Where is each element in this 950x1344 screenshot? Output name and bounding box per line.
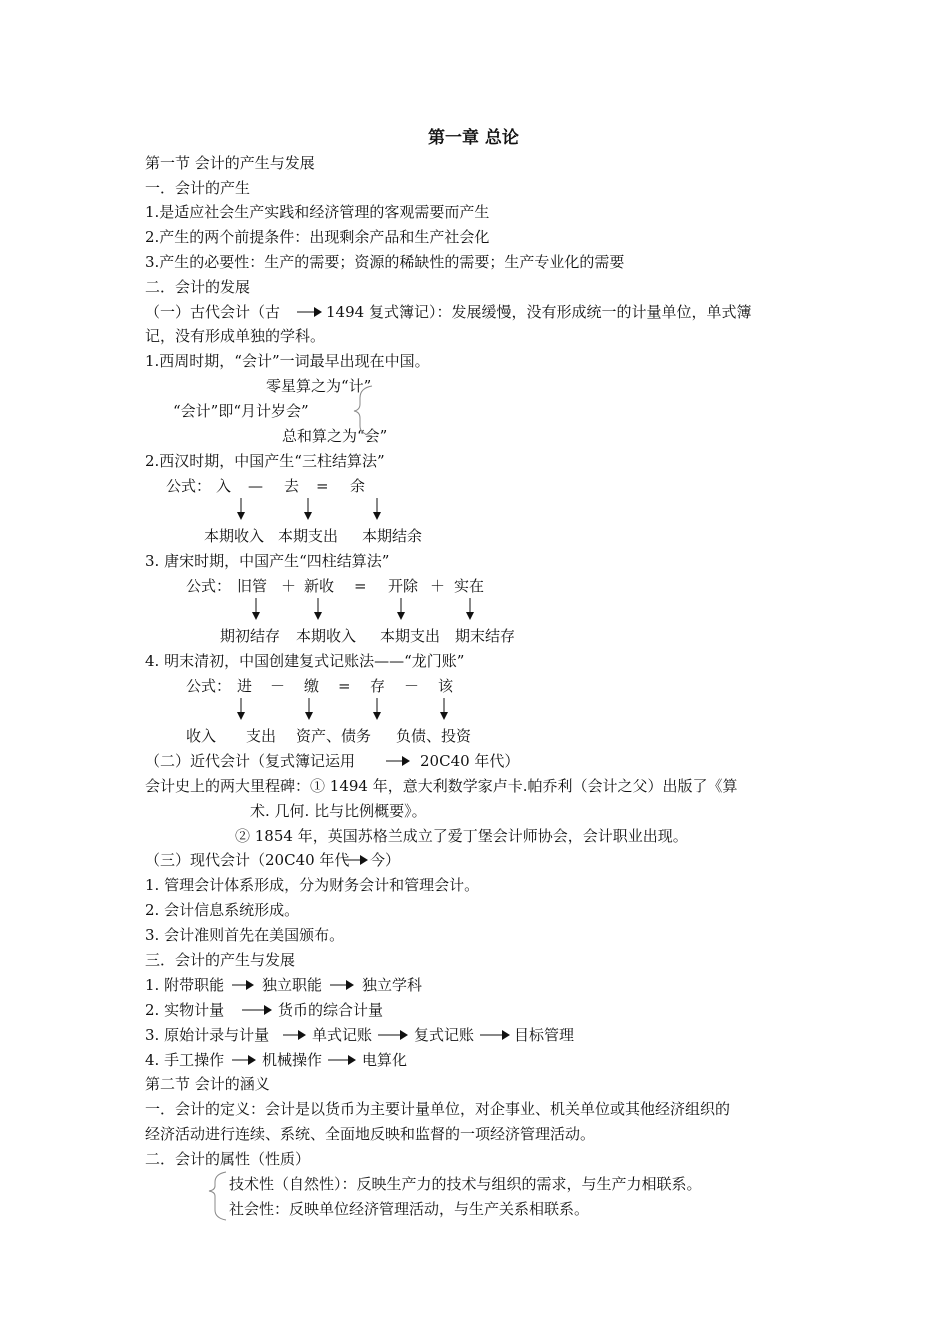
formula-result-label: 负债、投资 [396,727,472,745]
ancient-heading-a: （一）古代会计（古 [145,303,281,321]
list-item: 3. 会计准则首先在美国颁布。 [145,926,345,944]
chain-step: 单式记账 [312,1026,373,1044]
paragraph: 3.产生的必要性：生产的需要；资源的稀缺性的需要；生产专业化的需要 [145,253,625,271]
chain-step: 3. 原始计录与计量 [145,1026,270,1044]
paragraph: 1.是适应社会生产实践和经济管理的客观需要而产生 [145,203,490,221]
chain-step: 复式记账 [414,1026,475,1044]
paragraph: 2.产生的两个前提条件：出现剩余产品和生产社会化 [145,228,490,246]
near-modern-heading-b: 20C40 年代） [420,752,520,770]
formula-result-label: 本期结余 [362,527,423,545]
formula-label: 公式： [186,577,232,595]
formula-label: 公式： [166,477,212,495]
formula-result-label: 收入 [186,727,217,745]
paragraph: 记，没有形成单独的学科。 [145,327,326,345]
formula-term: = [354,577,367,595]
paragraph: 会计史上的两大里程碑：① 1494 年，意大利数学家卢卡.帕乔利（会计之父）出版了《算 [145,777,738,795]
formula-result-label: 本期收入 [204,527,265,545]
chain-step: 独立职能 [262,976,323,994]
subsection-heading: 二．会计的发展 [145,278,251,296]
list-item: 1. 管理会计体系形成，分为财务会计和管理会计。 [145,876,480,894]
formula-result-label: 本期支出 [278,527,339,545]
brace-top-item: 零星算之为“计” [266,377,372,395]
formula-term: 存 [370,677,386,695]
formula-term: 去 [284,477,300,495]
formula-result-label: 本期收入 [296,627,357,645]
chain-step: 4. 手工操作 [145,1051,225,1069]
formula-label: 公式： [186,677,232,695]
chain-step: 目标管理 [514,1026,575,1044]
formula-term: 缴 [304,677,320,695]
subsection-heading: 三．会计的产生与发展 [145,951,296,969]
list-item: 2. 会计信息系统形成。 [145,901,300,919]
formula-term: － [404,677,420,695]
paragraph: 技术性（自然性）：反映生产力的技术与组织的需求，与生产力相联系。 [229,1175,702,1193]
formula-result-label: 支出 [246,727,277,745]
chain-step: 电算化 [362,1051,408,1069]
paragraph: ② 1854 年，英国苏格兰成立了爱丁堡会计师协会，会计职业出现。 [235,827,688,845]
paragraph: 4. 明末清初，中国创建复式记账法——“龙门账” [145,652,465,670]
formula-term: 开除 [388,577,419,595]
formula-term: 旧管 [237,577,268,595]
brace-bottom-item: 总和算之为“会” [282,427,388,445]
brace-subject: “会计”即“月计岁会” [173,402,309,420]
chain-step: 货币的综合计量 [278,1001,384,1019]
formula-result-label: 资产、债务 [296,727,372,745]
subsection-heading: 二．会计的属性（性质） [145,1150,311,1168]
chain-step: 独立学科 [362,976,423,994]
paragraph: 社会性：反映单位经济管理活动，与生产关系相联系。 [229,1200,590,1218]
chain-step: 1. 附带职能 [145,976,225,994]
formula-term: 新收 [304,577,335,595]
section-heading: 第一节 会计的产生与发展 [145,154,315,172]
paragraph: 1.西周时期，“会计”一词最早出现在中国。 [145,352,430,370]
paragraph: 2.西汉时期，中国产生“三柱结算法” [145,452,385,470]
paragraph: 术. 几何. 比与比例概要》。 [250,802,427,820]
formula-term: 实在 [454,577,485,595]
formula-term: 进 [237,677,253,695]
subsection-heading: 一．会计的产生 [145,179,251,197]
modern-heading-b: 今） [370,851,401,869]
paragraph: 一．会计的定义：会计是以货币为主要计量单位，对企事业、机关单位或其他经济组织的 [145,1100,731,1118]
formula-term: ＋ [281,577,297,595]
formula-result-label: 期初结存 [220,627,281,645]
paragraph: 经济活动进行连续、系统、全面地反映和监督的一项经济管理活动。 [145,1125,596,1143]
ancient-heading-b: 1494 复式簿记）：发展缓慢，没有形成统一的计量单位，单式簿 [326,303,752,321]
formula-term: = [316,477,329,495]
formula-term: － [270,677,286,695]
formula-term: 该 [438,677,454,695]
formula-term: = [338,677,351,695]
formula-result-label: 本期支出 [380,627,441,645]
near-modern-heading-a: （二）近代会计（复式簿记运用 [145,752,356,770]
chain-step: 2. 实物计量 [145,1001,225,1019]
modern-heading-a: （三）现代会计（20C40 年代 [145,851,350,869]
chapter-title: 第一章 总论 [428,128,519,148]
chain-step: 机械操作 [262,1051,323,1069]
paragraph: 3. 唐宋时期，中国产生“四柱结算法” [145,552,390,570]
formula-term: 入 [216,477,232,495]
formula-term: — [248,477,263,495]
section-heading: 第二节 会计的涵义 [145,1075,270,1093]
formula-term: ＋ [430,577,446,595]
formula-term: 余 [350,477,366,495]
formula-result-label: 期末结存 [455,627,516,645]
